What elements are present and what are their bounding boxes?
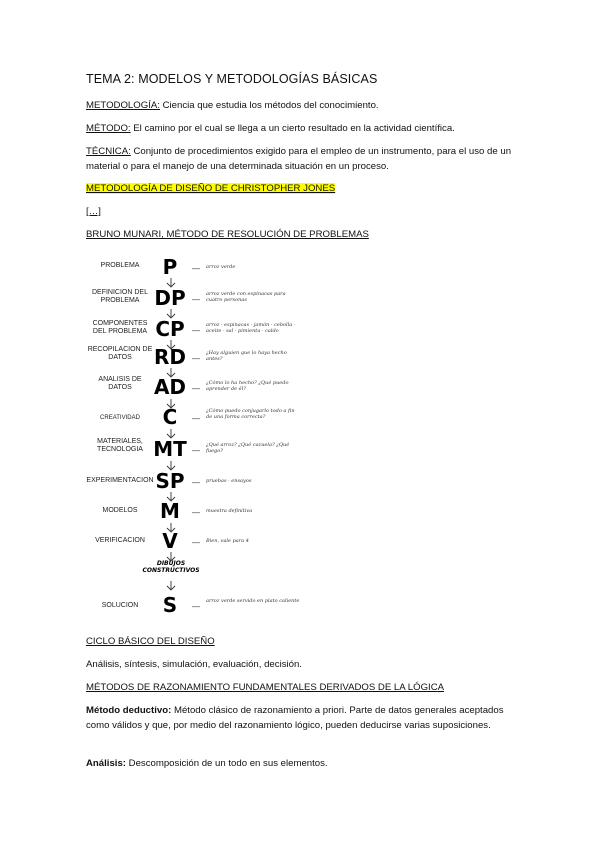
step-code: AD (153, 375, 187, 399)
step-label: COMPONENTES DEL PROBLEMA (92, 320, 148, 335)
arrow-down-icon (166, 306, 176, 316)
step-note: muestra definitiva (206, 508, 253, 514)
arrow-down-icon (166, 426, 176, 436)
step-componentes (86, 316, 316, 346)
step-code: P (162, 255, 178, 279)
dash-icon: — (192, 354, 200, 363)
step-modelos (86, 498, 316, 528)
step-recopilacion (86, 344, 316, 374)
step-code: V (162, 529, 178, 553)
def-metodo (86, 121, 516, 136)
step-label: PROBLEMA (100, 262, 140, 269)
step-code: RD (153, 345, 186, 369)
page-title: TEMA 2: MODELOS Y METODOLOGÍAS BÁSICAS (86, 72, 378, 86)
step-definicion (86, 285, 316, 315)
munari-diagram (86, 248, 316, 620)
munari-heading: BRUNO MUNARI, MÉTODO DE RESOLUCIÓN DE PROBLEMAS (86, 229, 369, 240)
arrow-down-icon (166, 578, 176, 588)
step-label: MATERIALES, TECNOLOGIA (97, 438, 143, 453)
step-note: ¿Cómo puedo conjugarlo todo a fin de una forma correcta? (206, 408, 295, 420)
step-solucion (86, 592, 316, 622)
step-creatividad (86, 404, 316, 434)
step-note: Bien, vale para 4 (206, 538, 249, 544)
ciclo-text: Análisis, síntesis, simulación, evaluación, decisión. (86, 659, 302, 670)
step-note: ¿Hay alguien que lo haya hecho antes? (206, 350, 287, 362)
dash-icon: — (192, 602, 200, 611)
jones-heading: METODOLOGÍA DE DISEÑO DE CHRISTOPHER JONES (86, 183, 336, 194)
step-problema (86, 254, 316, 284)
def-text: Descomposición de un todo en sus elementos. (126, 758, 328, 769)
dash-icon: — (192, 326, 200, 335)
def-tecnica (86, 144, 516, 174)
ellipsis-link: […] (86, 206, 101, 217)
dash-icon: — (192, 538, 200, 547)
step-code: DIBUJOS CONSTRUCTIVOS (142, 560, 200, 574)
step-label: ANALISIS DE DATOS (98, 376, 142, 391)
step-analisis (86, 374, 316, 404)
dash-icon: — (192, 264, 200, 273)
step-dibujos (86, 558, 316, 582)
step-note: arroz verde (206, 264, 236, 270)
metodo-deductivo (86, 703, 516, 733)
step-verificacion (86, 528, 316, 558)
arrow-down-icon (166, 458, 176, 468)
step-note: pruebas · ensayos (206, 478, 252, 484)
step-materiales (86, 436, 316, 466)
step-code: SP (155, 469, 185, 493)
arrow-down-icon (166, 275, 176, 285)
step-label: CREATIVIDAD (100, 415, 140, 421)
analisis-def (86, 756, 516, 771)
step-code: CP (155, 317, 185, 341)
def-text: Ciencia que estudia los métodos del conocimiento. (159, 100, 379, 111)
def-text: El camino por el cual se llega a un cierto resultado en la actividad científica. (130, 123, 455, 134)
dash-icon: — (192, 295, 200, 304)
step-code: MT (153, 437, 187, 461)
def-text: Método clásico de razonamiento a priori. Parte de datos generales aceptados como válidos y que, por medio del razonamiento lógico, pueden deducirse varias suposiciones. (86, 705, 504, 731)
step-note: arroz verde con espinacas para cuatro personas (206, 291, 286, 303)
step-label: EXPERIMENTACION (86, 477, 154, 484)
step-note: arroz · espinacas · jamón · cebolla · aceite · sal · pimienta · caldo (206, 322, 296, 334)
step-code: DP (154, 286, 186, 310)
metodos-heading: MÉTODOS DE RAZONAMIENTO FUNDAMENTALES DERIVADOS DE LA LÓGICA (86, 682, 445, 693)
def-metodologia (86, 98, 516, 113)
dash-icon: — (192, 478, 200, 487)
step-label: VERIFICACION (95, 537, 145, 544)
step-code: M (160, 499, 180, 523)
step-label: RECOPILACION DE DATOS (87, 346, 153, 361)
step-note: ¿Qué arroz? ¿Qué cazuela? ¿Qué fuego? (206, 442, 290, 454)
step-label: DEFINICION DEL PROBLEMA (91, 289, 148, 304)
def-term: MÉTODO: (86, 123, 131, 134)
def-term: Método deductivo: (86, 705, 172, 716)
def-term: Análisis: (86, 758, 126, 769)
step-label: MODELOS (102, 507, 138, 514)
dash-icon: — (192, 384, 200, 393)
step-note: ¿Cómo lo ha hecho? ¿Qué puedo aprender de él? (206, 380, 289, 392)
ciclo-heading: CICLO BÁSICO DEL DISEÑO (86, 636, 215, 647)
def-term: TÉCNICA: (86, 146, 131, 157)
step-experimentacion (86, 468, 316, 498)
def-term: METODOLOGÍA: (86, 100, 160, 111)
step-code: S (162, 593, 178, 617)
step-label: SOLUCION (101, 602, 139, 609)
step-note: arroz verde servido en plato caliente (206, 598, 300, 604)
step-code: C (162, 405, 178, 429)
dash-icon: — (192, 414, 200, 423)
def-text: Conjunto de procedimientos exigido para el empleo de un instrumento, para el uso de un material o para el manejo de una determinada situación en un proceso. (86, 146, 512, 172)
dash-icon: — (192, 446, 200, 455)
dash-icon: — (192, 508, 200, 517)
